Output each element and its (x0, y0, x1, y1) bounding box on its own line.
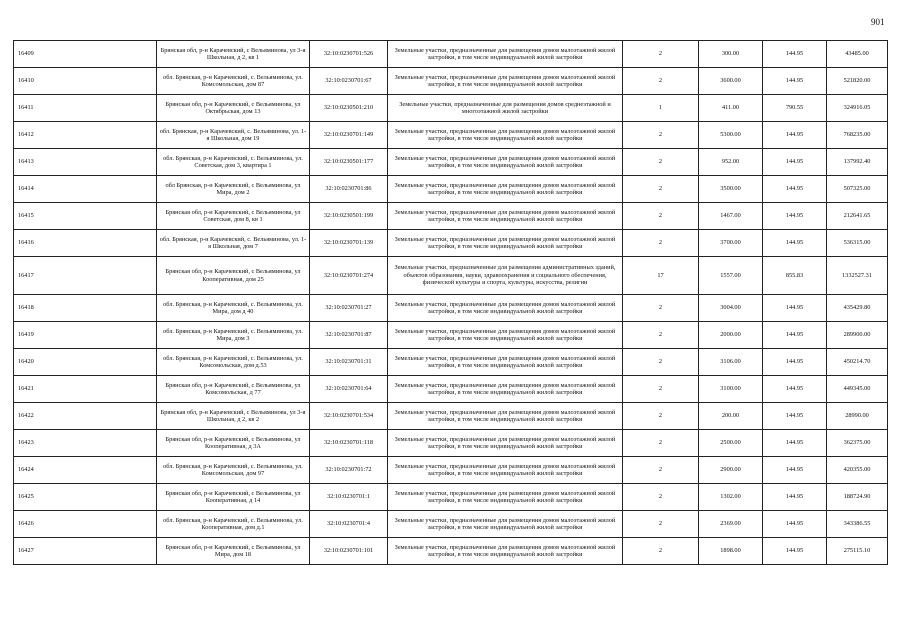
parcel-id-cell: 16418 (14, 295, 157, 322)
cadastral-value-cell: 435429.80 (827, 295, 888, 322)
address-cell: Брянская обл, р-н Карачевский, с Вельяминова, ул Кооперативная, дом 25 (157, 257, 310, 295)
land-purpose-cell: Земельные участки, предназначенные для размещения домов малоэтажной жилой застройки, в том числе индивидуальной жилой застройки (388, 176, 623, 203)
cadastral-value-cell: 768235.00 (827, 122, 888, 149)
land-purpose-cell: Земельные участки, предназначенные для размещения домов малоэтажной жилой застройки, в том числе индивидуальной жилой застройки (388, 349, 623, 376)
usage-group-cell: 2 (623, 376, 699, 403)
area-cell: 200.00 (699, 403, 763, 430)
land-purpose-cell: Земельные участки, предназначенные для размещения домов малоэтажной жилой застройки, в том числе индивидуальной жилой застройки (388, 457, 623, 484)
cadastral-number-cell: 32:10:0230701:274 (310, 257, 388, 295)
table-row (14, 203, 888, 230)
cadastral-number-cell: 32:10:0230701:72 (310, 457, 388, 484)
specific-value-cell: 144.95 (763, 122, 827, 149)
table-row (14, 149, 888, 176)
specific-value-cell: 144.95 (763, 511, 827, 538)
land-purpose-cell: Земельные участки, предназначенные для размещения домов малоэтажной жилой застройки, в том числе индивидуальной жилой застройки (388, 68, 623, 95)
address-cell: Брянская обл, р-н Карачевский, с Вельяминова, ул Кооперативная, д 14 (157, 484, 310, 511)
cadastral-value-cell: 536315.00 (827, 230, 888, 257)
address-cell: Брянская обл, р-н Карачевский, с Вельяминова, ул Советская, дом 8, кв 1 (157, 203, 310, 230)
cadastral-number-cell: 32:10:0230701:67 (310, 68, 388, 95)
cadastral-number-cell: 32:10:0230701:1 (310, 484, 388, 511)
parcel-id-cell: 16410 (14, 68, 157, 95)
land-purpose-cell: Земельные участки, предназначенные для размещения домов малоэтажной жилой застройки, в том числе индивидуальной жилой застройки (388, 203, 623, 230)
land-purpose-cell: Земельные участки, предназначенные для размещения домов малоэтажной жилой застройки, в том числе индивидуальной жилой застройки (388, 230, 623, 257)
cadastral-number-cell: 32:10:0230501:210 (310, 95, 388, 122)
specific-value-cell: 144.95 (763, 349, 827, 376)
area-cell: 1557.00 (699, 257, 763, 295)
address-cell: обл. Брянская, р-н Карачевский, с. Вельяминова, ул. Мира, дом д 40 (157, 295, 310, 322)
cadastral-value-cell: 362375.00 (827, 430, 888, 457)
address-cell: обл. Брянская, р-н Карачевский, с. Вельяминова, ул. 1-я Школьная, дом 7 (157, 230, 310, 257)
cadastral-value-cell: 507325.00 (827, 176, 888, 203)
address-cell: обл. Брянская, р-н Карачевский, с. Вельяминова, ул. Советская, дом 3, квартира 1 (157, 149, 310, 176)
table-row (14, 349, 888, 376)
usage-group-cell: 2 (623, 68, 699, 95)
area-cell: 3004.00 (699, 295, 763, 322)
cadastral-value-cell: 521820.00 (827, 68, 888, 95)
area-cell: 1898.00 (699, 538, 763, 565)
usage-group-cell: 2 (623, 149, 699, 176)
cadastral-value-cell: 28990.00 (827, 403, 888, 430)
land-purpose-cell: Земельные участки, предназначенные для размещения домов малоэтажной жилой застройки, в том числе индивидуальной жилой застройки (388, 41, 623, 68)
usage-group-cell: 2 (623, 322, 699, 349)
cadastral-value-cell: 449345.00 (827, 376, 888, 403)
usage-group-cell: 2 (623, 403, 699, 430)
area-cell: 3500.00 (699, 176, 763, 203)
table-row (14, 41, 888, 68)
area-cell: 952.00 (699, 149, 763, 176)
address-cell: Брянская обл, р-н Карачевский, с Вельяминова, ул Кооперативная, д 3А (157, 430, 310, 457)
cadastral-number-cell: 32:10:0230701:526 (310, 41, 388, 68)
land-purpose-cell: Земельные участки, предназначенные для размещения домов малоэтажной жилой застройки, в том числе индивидуальной жилой застройки (388, 403, 623, 430)
parcel-id-cell: 16421 (14, 376, 157, 403)
area-cell: 1302.00 (699, 484, 763, 511)
usage-group-cell: 2 (623, 511, 699, 538)
address-cell: обл. Брянская, р-н Карачевский, с. Вельяминова, ул. Мира, дом 3 (157, 322, 310, 349)
cadastral-number-cell: 32:10:0230501:177 (310, 149, 388, 176)
cadastral-value-cell: 289900.00 (827, 322, 888, 349)
specific-value-cell: 855.83 (763, 257, 827, 295)
land-purpose-cell: Земельные участки, предназначенные для размещения административных зданий, объектов образования, науки, здравоохранения и социального обеспечения, физической культуры и спорта, культуры, искусства, религии (388, 257, 623, 295)
page-number: 901 (871, 17, 885, 27)
usage-group-cell: 2 (623, 349, 699, 376)
land-registry-table (13, 40, 888, 565)
parcel-id-cell: 16414 (14, 176, 157, 203)
specific-value-cell: 144.95 (763, 149, 827, 176)
usage-group-cell: 2 (623, 203, 699, 230)
area-cell: 1467.00 (699, 203, 763, 230)
usage-group-cell: 1 (623, 95, 699, 122)
area-cell: 2369.00 (699, 511, 763, 538)
parcel-id-cell: 16415 (14, 203, 157, 230)
parcel-id-cell: 16419 (14, 322, 157, 349)
table-row (14, 403, 888, 430)
specific-value-cell: 144.95 (763, 403, 827, 430)
land-purpose-cell: Земельные участки, предназначенные для размещения домов малоэтажной жилой застройки, в том числе индивидуальной жилой застройки (388, 430, 623, 457)
land-purpose-cell: Земельные участки, предназначенные для размещения домов малоэтажной жилой застройки, в том числе индивидуальной жилой застройки (388, 511, 623, 538)
cadastral-number-cell: 32:10:0230701:86 (310, 176, 388, 203)
cadastral-value-cell: 343386.55 (827, 511, 888, 538)
address-cell: Брянская обл, р-н Карачевский, с Вельяминова, ул 3-я Школьная, д 2, кв 1 (157, 41, 310, 68)
address-cell: Брянская обл, р-н Карачевский, с Вельяминова, ул 3-я Школьная, д 2, кв 2 (157, 403, 310, 430)
usage-group-cell: 2 (623, 484, 699, 511)
area-cell: 2900.00 (699, 457, 763, 484)
registry-body (14, 41, 888, 565)
specific-value-cell: 144.95 (763, 176, 827, 203)
cadastral-number-cell: 32:10:0230501:199 (310, 203, 388, 230)
parcel-id-cell: 16420 (14, 349, 157, 376)
area-cell: 3700.00 (699, 230, 763, 257)
land-purpose-cell: Земельные участки, предназначенные для размещения домов малоэтажной жилой застройки, в том числе индивидуальной жилой застройки (388, 538, 623, 565)
usage-group-cell: 2 (623, 122, 699, 149)
usage-group-cell: 2 (623, 430, 699, 457)
land-purpose-cell: Земельные участки, предназначенные для размещения домов среднеэтажной и многоэтажной жилой застройки (388, 95, 623, 122)
address-cell: обл. Брянская, р-н Карачевский, с. Вельяминова, ул. 1-я Школьная, дом 19 (157, 122, 310, 149)
address-cell: Брянская обл, р-н Карачевский, с Вельяминова, ул Октябрьская, дом 13 (157, 95, 310, 122)
table-row (14, 257, 888, 295)
cadastral-value-cell: 275115.10 (827, 538, 888, 565)
cadastral-number-cell: 32:10:0230701:139 (310, 230, 388, 257)
cadastral-number-cell: 32:10:0230701:118 (310, 430, 388, 457)
usage-group-cell: 2 (623, 41, 699, 68)
cadastral-number-cell: 32:10:0230701:4 (310, 511, 388, 538)
cadastral-number-cell: 32:10:0230701:27 (310, 295, 388, 322)
cadastral-number-cell: 32:10:0230701:101 (310, 538, 388, 565)
specific-value-cell: 790.55 (763, 95, 827, 122)
parcel-id-cell: 16411 (14, 95, 157, 122)
table-row (14, 95, 888, 122)
specific-value-cell: 144.95 (763, 484, 827, 511)
table-row (14, 376, 888, 403)
table-row (14, 230, 888, 257)
table-row (14, 484, 888, 511)
area-cell: 300.00 (699, 41, 763, 68)
table-row (14, 538, 888, 565)
specific-value-cell: 144.95 (763, 322, 827, 349)
address-cell: Брянская обл, р-н Карачевский, с Вельяминова, ул Мира, дом 18 (157, 538, 310, 565)
land-purpose-cell: Земельные участки, предназначенные для размещения домов малоэтажной жилой застройки, в том числе индивидуальной жилой застройки (388, 295, 623, 322)
parcel-id-cell: 16409 (14, 41, 157, 68)
address-cell: обл. Брянская, р-н Карачевский, с. Вельяминова, ул. Комсомольская, дом 97 (157, 457, 310, 484)
specific-value-cell: 144.95 (763, 538, 827, 565)
cadastral-number-cell: 32:10:0230701:64 (310, 376, 388, 403)
cadastral-number-cell: 32:10:0230701:87 (310, 322, 388, 349)
area-cell: 3600.00 (699, 68, 763, 95)
specific-value-cell: 144.95 (763, 295, 827, 322)
area-cell: 3106.00 (699, 349, 763, 376)
land-purpose-cell: Земельные участки, предназначенные для размещения домов малоэтажной жилой застройки, в том числе индивидуальной жилой застройки (388, 322, 623, 349)
land-purpose-cell: Земельные участки, предназначенные для размещения домов малоэтажной жилой застройки, в том числе индивидуальной жилой застройки (388, 484, 623, 511)
parcel-id-cell: 16413 (14, 149, 157, 176)
table-row (14, 322, 888, 349)
cadastral-value-cell: 212641.65 (827, 203, 888, 230)
parcel-id-cell: 16416 (14, 230, 157, 257)
parcel-id-cell: 16412 (14, 122, 157, 149)
area-cell: 411.00 (699, 95, 763, 122)
table-row (14, 68, 888, 95)
usage-group-cell: 2 (623, 295, 699, 322)
cadastral-number-cell: 32:10:0230701:31 (310, 349, 388, 376)
specific-value-cell: 144.95 (763, 430, 827, 457)
usage-group-cell: 2 (623, 176, 699, 203)
parcel-id-cell: 16422 (14, 403, 157, 430)
cadastral-value-cell: 1332527.31 (827, 257, 888, 295)
cadastral-value-cell: 450214.70 (827, 349, 888, 376)
area-cell: 2000.00 (699, 322, 763, 349)
land-purpose-cell: Земельные участки, предназначенные для размещения домов малоэтажной жилой застройки, в том числе индивидуальной жилой застройки (388, 376, 623, 403)
area-cell: 2500.00 (699, 430, 763, 457)
specific-value-cell: 144.95 (763, 203, 827, 230)
table-row (14, 122, 888, 149)
specific-value-cell: 144.95 (763, 68, 827, 95)
address-cell: обл. Брянская, р-н Карачевский, с. Вельяминова, ул. Комсомольская, дом д.53 (157, 349, 310, 376)
table-row (14, 176, 888, 203)
parcel-id-cell: 16417 (14, 257, 157, 295)
table-row (14, 430, 888, 457)
address-cell: обл. Брянская, р-н Карачевский, с. Вельяминова, ул. Кооперативная, дом д.1 (157, 511, 310, 538)
cadastral-value-cell: 420355.00 (827, 457, 888, 484)
cadastral-value-cell: 324916.05 (827, 95, 888, 122)
cadastral-number-cell: 32:10:0230701:534 (310, 403, 388, 430)
parcel-id-cell: 16426 (14, 511, 157, 538)
address-cell: обл. Брянская, р-н Карачевский, с. Вельяминова, ул. Комсомольская, дом 87 (157, 68, 310, 95)
parcel-id-cell: 16423 (14, 430, 157, 457)
parcel-id-cell: 16424 (14, 457, 157, 484)
table-row (14, 295, 888, 322)
address-cell: Брянская обл, р-н Карачевский, с Вельяминова, ул Комсомольская, д 77 (157, 376, 310, 403)
parcel-id-cell: 16425 (14, 484, 157, 511)
specific-value-cell: 144.95 (763, 41, 827, 68)
cadastral-number-cell: 32:10:0230701:149 (310, 122, 388, 149)
usage-group-cell: 2 (623, 230, 699, 257)
usage-group-cell: 17 (623, 257, 699, 295)
area-cell: 5300.00 (699, 122, 763, 149)
usage-group-cell: 2 (623, 457, 699, 484)
land-purpose-cell: Земельные участки, предназначенные для размещения домов малоэтажной жилой застройки, в том числе индивидуальной жилой застройки (388, 149, 623, 176)
cadastral-value-cell: 43485.00 (827, 41, 888, 68)
specific-value-cell: 144.95 (763, 230, 827, 257)
table-row (14, 457, 888, 484)
land-purpose-cell: Земельные участки, предназначенные для размещения домов малоэтажной жилой застройки, в том числе индивидуальной жилой застройки (388, 122, 623, 149)
specific-value-cell: 144.95 (763, 457, 827, 484)
cadastral-value-cell: 137992.40 (827, 149, 888, 176)
table-row (14, 511, 888, 538)
area-cell: 3100.00 (699, 376, 763, 403)
cadastral-value-cell: 188724.90 (827, 484, 888, 511)
parcel-id-cell: 16427 (14, 538, 157, 565)
usage-group-cell: 2 (623, 538, 699, 565)
specific-value-cell: 144.95 (763, 376, 827, 403)
address-cell: обл Брянская, р-н Карачевский, с Вельяминова, ул Мира, дом 2 (157, 176, 310, 203)
